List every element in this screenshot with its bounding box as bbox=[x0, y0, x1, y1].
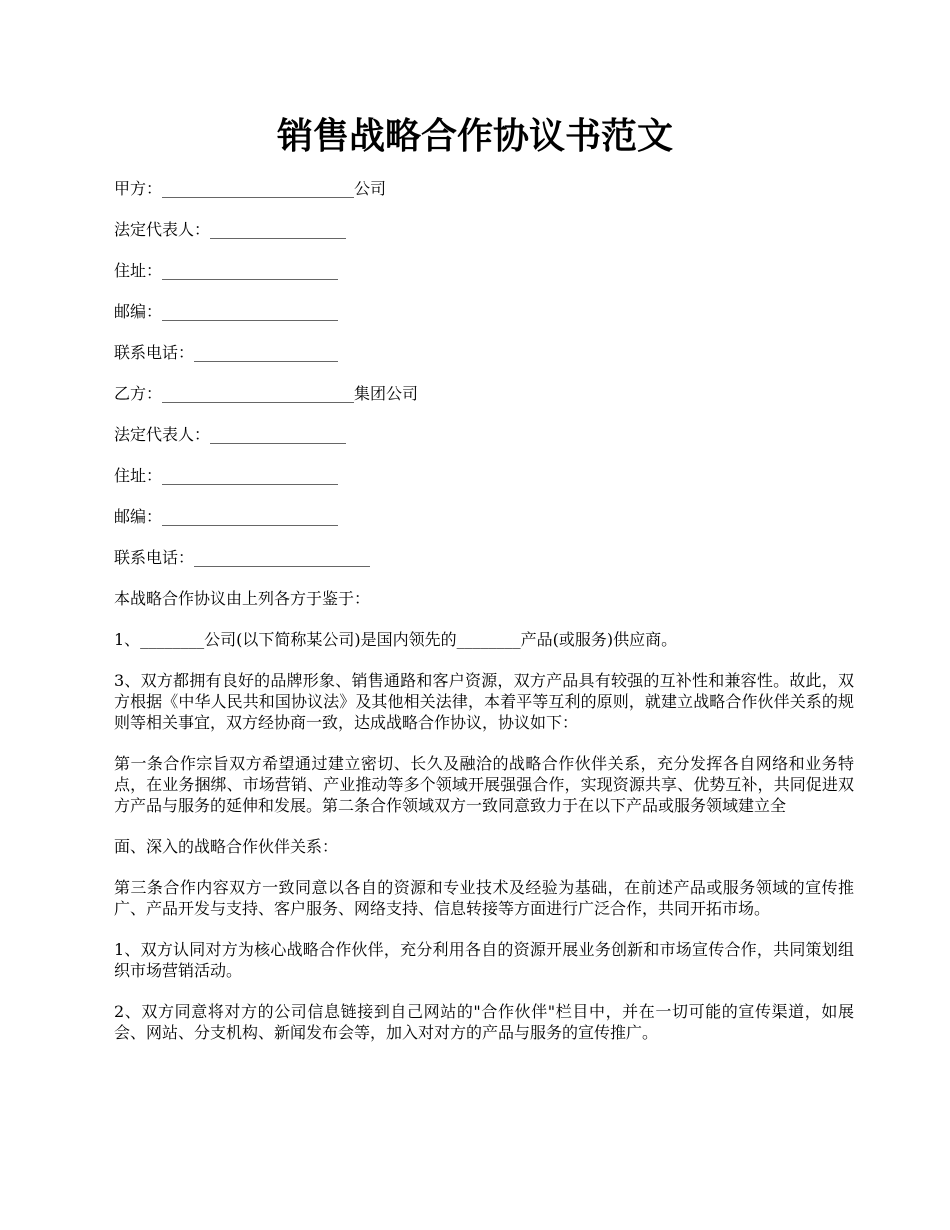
article-3-content: 第三条合作内容双方一致同意以各自的资源和专业技术及经验为基础，在前述产品或服务领域的宣传推广、产品开发与支持、客户服务、网络支持、信息转接等方面进行广泛合作，共同开拓市场。 bbox=[114, 878, 854, 918]
party-b-legal-representative: 法定代表人：_________________ bbox=[114, 425, 347, 444]
document-body bbox=[114, 178, 854, 1043]
party-a-company: 甲方：________________________公司 bbox=[114, 179, 387, 198]
recital-1: 1、________公司(以下简称某公司)是国内领先的________产品(或服务)供应商。 bbox=[114, 630, 678, 649]
party-a-address: 住址：______________________ bbox=[114, 261, 339, 280]
article-1-purpose: 第一条合作宗旨双方希望通过建立密切、长久及融洽的战略合作伙伴关系，充分发挥各自网络和业务特点，在业务捆绑、市场营销、产业推动等多个领域开展强强合作，实现资源共享、优势互补，共同促进双方产品与服务的延伸和发展。第二条合作领域双方一致同意致力于在以下产品或服务领域建立全 bbox=[114, 754, 854, 815]
party-a-phone: 联系电话：__________________ bbox=[114, 343, 339, 362]
article-2-continuation: 面、深入的战略合作伙伴关系： bbox=[114, 837, 339, 856]
party-a-legal-representative: 法定代表人：_________________ bbox=[114, 220, 347, 239]
party-b-company: 乙方：________________________集团公司 bbox=[114, 384, 419, 403]
party-a-postcode: 邮编：______________________ bbox=[114, 302, 339, 321]
agreement-preamble: 本战略合作协议由上列各方于鉴于： bbox=[114, 589, 371, 608]
document-title: 销售战略合作协议书范文 bbox=[276, 115, 673, 157]
clause-2: 2、双方同意将对方的公司信息链接到自己网站的"合作伙伴"栏目中，并在一切可能的宣传渠道，如展会、网站、分支机构、新闻发布会等，加入对对方的产品与服务的宣传推广。 bbox=[114, 1002, 854, 1042]
recital-3: 3、双方都拥有良好的品牌形象、销售通路和客户资源，双方产品具有较强的互补性和兼容性。故此，双方根据《中华人民共和国协议法》及其他相关法律，本着平等互利的原则，就建立战略合作伙伴关系的规则等相关事宜，双方经协商一致，达成战略合作协议，协议如下： bbox=[114, 671, 854, 732]
party-b-postcode: 邮编：______________________ bbox=[114, 507, 339, 526]
party-b-address: 住址：______________________ bbox=[114, 466, 339, 485]
party-b-phone: 联系电话：______________________ bbox=[114, 548, 371, 567]
clause-1: 1、双方认同对方为核心战略合作伙伴，充分利用各自的资源开展业务创新和市场宣传合作，共同策划组织市场营销活动。 bbox=[114, 940, 854, 980]
